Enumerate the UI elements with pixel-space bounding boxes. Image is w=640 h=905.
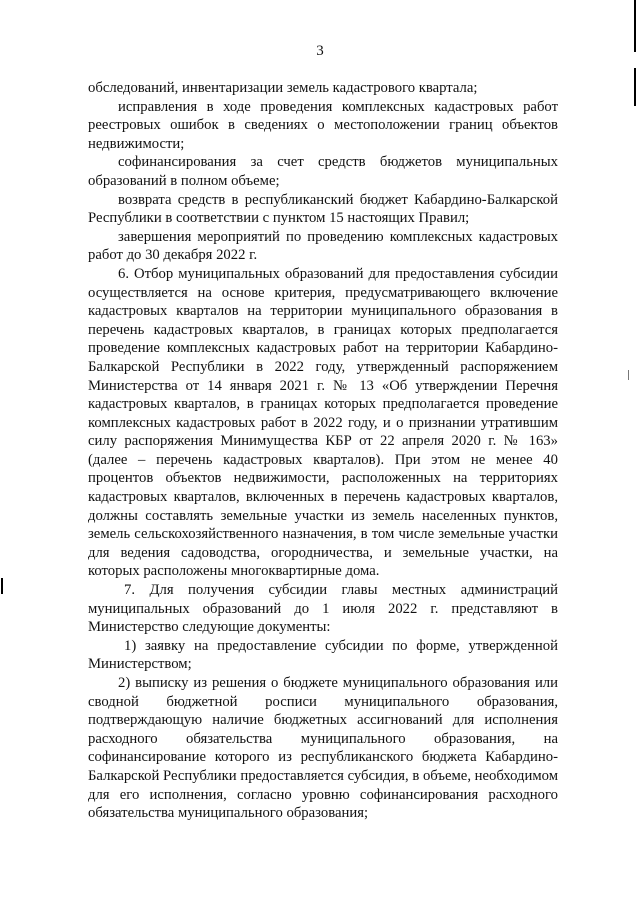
scan-edge-mark (1, 578, 3, 594)
paragraph: 7. Для получения субсидии главы местных администраций муниципальных образований до 1 июля 2022 г. представляют в Министерство следующие документы: (88, 582, 558, 636)
document-body (88, 79, 558, 823)
paragraph: 1) заявку на предоставление субсидии по форме, утвержденной Министерством; (88, 637, 558, 673)
paragraph: 2) выписку из решения о бюджете муниципального образования или сводной бюджетной росписи муниципального образования, подтверждающую наличие бюджетных ассигнований для исполнения расходного обязательства муниципального образования, на софинансирование которого из республиканского бюджета Кабардино-Балкарской Республики предоставляется субсидия, в объеме, необходимом для его исполнения, согласно уровню софинансирования расходного обязательства муниципального образования; (88, 675, 558, 822)
paragraph: завершения мероприятий по проведению комплексных кадастровых работ до 30 декабря 2022 г. (88, 228, 558, 264)
paragraph: обследований, инвентаризации земель кадастрового квартала; (88, 80, 478, 96)
scan-edge-mark (628, 370, 629, 380)
paragraph: 6. Отбор муниципальных образований для предоставления субсидии осуществляется на основе критерия, предусматривающего включение кадастровых кварталов на территории муниципального образования в перечень кадастровых кварталов, в границах которых предполагается проведение комплексных кадастровых работ на территории Кабардино-Балкарской Республики в 2022 году, утвержденный распоряжением Министерства от 14 января 2021 г. № 13 «Об утверждении Перечня кадастровых кварталов, в границах которых предполагается проведение комплексных кадастровых работ в 2022 году, и о признании утратившим силу распоряжения Минимущества КБР от 22 апреля 2020 г. № 163» (далее – перечень кадастровых кварталов). При этом не менее 40 процентов объектов недвижимости, расположенных на территориях кадастровых кварталов, включенных в перечень кадастровых кварталов, должны составлять земельные участки из земель населенных пунктов, земель сельскохозяйственного назначения, в том числе земельные участки для ведения садоводства, огородничества, и земельные участки, на которых расположены многоквартирные дома. (88, 265, 558, 580)
page-number: 3 (316, 43, 324, 59)
scan-edge-mark (634, 0, 636, 52)
paragraph: исправления в ходе проведения комплексных кадастровых работ реестровых ошибок в сведениях о местоположении границ объектов недвижимости; (88, 98, 558, 152)
scan-edge-mark (634, 68, 636, 106)
paragraph: возврата средств в республиканский бюджет Кабардино-Балкарской Республики в соответствии с пунктом 15 настоящих Правил; (88, 191, 558, 227)
paragraph: софинансирования за счет средств бюджетов муниципальных образований в полном объеме; (88, 154, 558, 189)
